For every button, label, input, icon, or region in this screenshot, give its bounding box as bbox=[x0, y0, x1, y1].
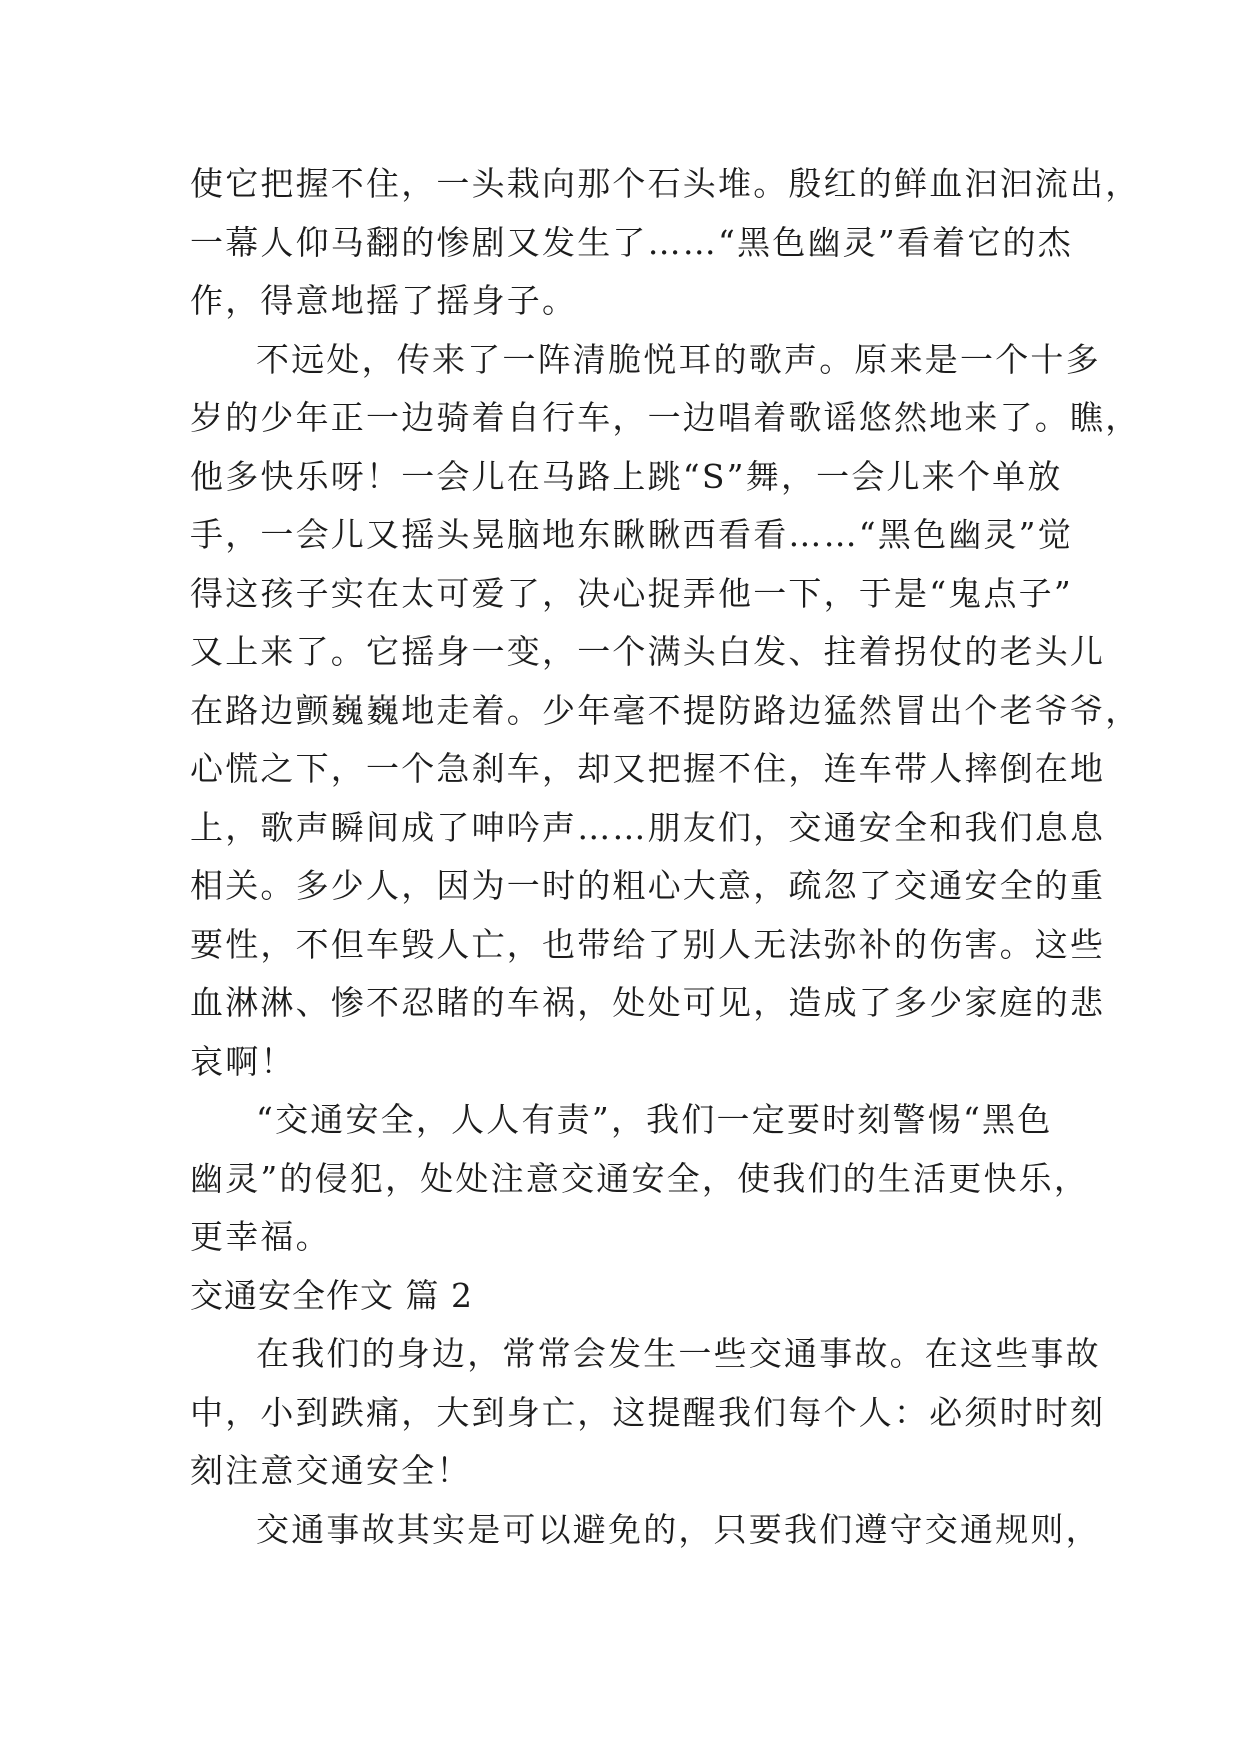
text-line: “交通安全，人人有责”，我们一定要时刻警惕“黑色 bbox=[256, 1100, 1053, 1139]
text-line: 相关。多少人，因为一时的粗心大意，疏忽了交通安全的重 bbox=[190, 866, 1106, 905]
text-line: 在路边颤巍巍地走着。少年毫不提防路边猛然冒出个老爷爷， bbox=[190, 690, 1141, 730]
text-line: 心慌之下，一个急刹车，却又把握不住，连车带人摔倒在地 bbox=[190, 749, 1106, 788]
text-line: 刻注意交通安全！ bbox=[190, 1451, 472, 1490]
text-line: 一幕人仰马翻的惨剧又发生了……“黑色幽灵”看着它的杰 bbox=[190, 222, 1073, 262]
text-line: 上，歌声瞬间成了呻吟声……朋友们，交通安全和我们息息 bbox=[190, 807, 1106, 847]
text-line: 岁的少年正一边骑着自行车，一边唱着歌谣悠然地来了。瞧， bbox=[190, 398, 1141, 437]
text-line: 不远处，传来了一阵清脆悦耳的歌声。原来是一个十多 bbox=[256, 339, 1101, 379]
paragraph bbox=[190, 155, 1141, 331]
text-line: 又上来了。它摇身一变，一个满头白发、拄着拐仗的老头儿 bbox=[190, 632, 1106, 671]
text-line: 更幸福。 bbox=[190, 1217, 331, 1256]
text-line: 中，小到跌痛，大到身亡，这提醒我们每个人：必须时时刻 bbox=[190, 1392, 1106, 1432]
paragraph bbox=[190, 1325, 1106, 1501]
text-line: 他多快乐呀！一会儿在马路上跳“S”舞，一会儿来个单放 bbox=[190, 456, 1063, 496]
text-line: 要性，不但车毁人亡，也带给了别人无法弥补的伤害。这些 bbox=[190, 924, 1106, 964]
text-line: 得这孩子实在太可爱了，决心捉弄他一下，于是“鬼点子” bbox=[190, 573, 1073, 613]
text-line: 在我们的身边，常常会发生一些交通事故。在这些事故 bbox=[256, 1334, 1101, 1373]
document-body bbox=[190, 155, 1141, 1559]
text-line: 手，一会儿又摇头晃脑地东瞅瞅西看看……“黑色幽灵”觉 bbox=[190, 515, 1073, 554]
text-line: 幽灵”的侵犯，处处注意交通安全，使我们的生活更快乐， bbox=[190, 1158, 1090, 1198]
section-heading: 交通安全作文 篇 2 bbox=[190, 1275, 473, 1315]
paragraph bbox=[190, 1501, 1101, 1560]
text-line: 交通事故其实是可以避免的，只要我们遵守交通规则， bbox=[256, 1509, 1101, 1549]
text-line: 哀啊！ bbox=[190, 1041, 296, 1081]
text-line: 使它把握不住，一头栽向那个石头堆。殷红的鲜血汩汩流出， bbox=[190, 164, 1141, 203]
paragraph bbox=[190, 1091, 1090, 1267]
text-line: 血淋淋、惨不忍睹的车祸，处处可见，造成了多少家庭的悲 bbox=[190, 983, 1106, 1022]
text-line: 作，得意地摇了摇身子。 bbox=[190, 281, 578, 320]
paragraph bbox=[190, 331, 1141, 1092]
